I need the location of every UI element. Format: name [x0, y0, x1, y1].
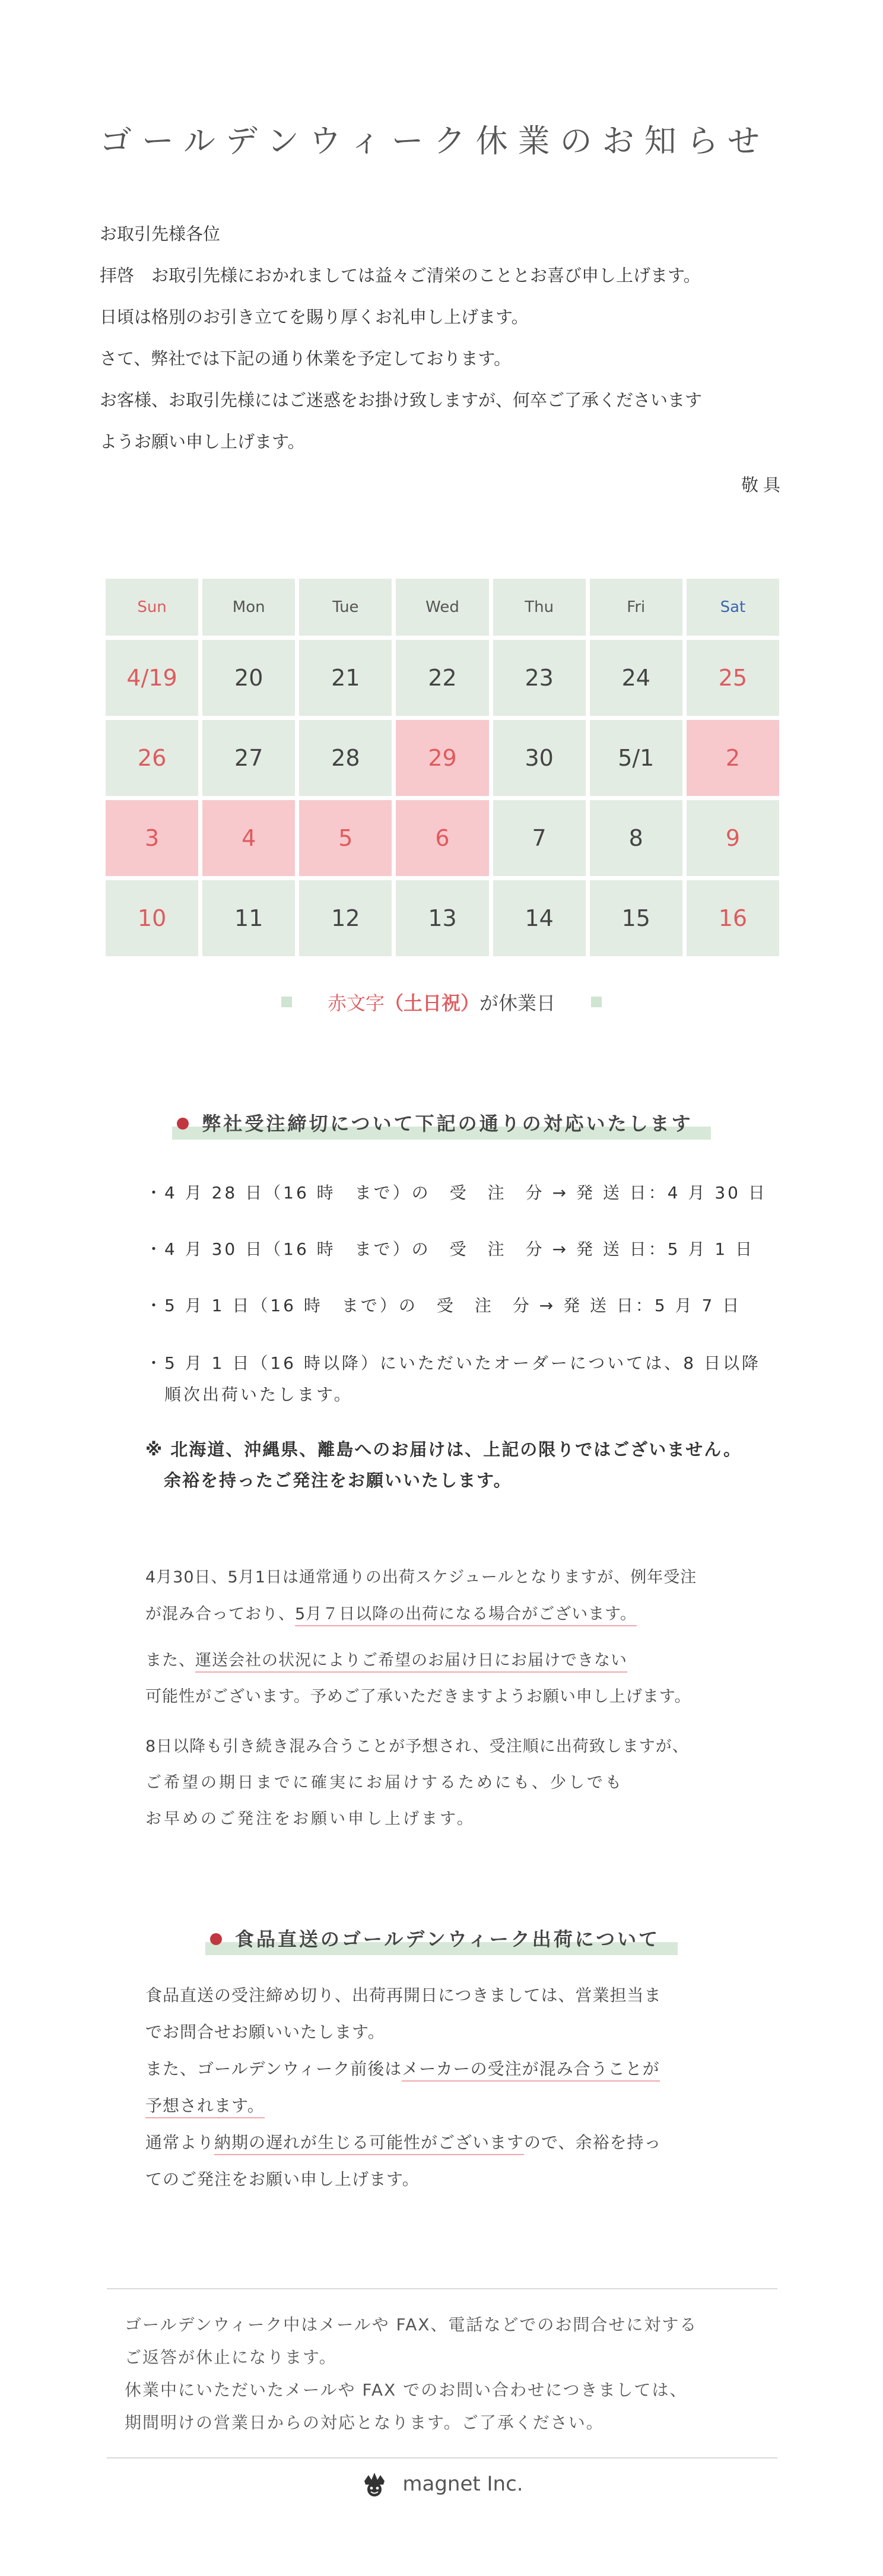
calendar-day: 13	[396, 880, 488, 956]
calendar-day: 8	[590, 800, 682, 876]
section-heading-food: 食品直送のゴールデンウィーク出荷について	[0, 1924, 883, 1952]
underlined-text: 予想されます。	[145, 2096, 265, 2118]
calendar-day: 26	[106, 720, 198, 796]
legend-suffix: が休業日	[479, 992, 556, 1014]
calendar-weekday-header: Sun	[106, 579, 198, 636]
calendar-day: 15	[590, 880, 682, 956]
paragraph-line: お早めのご発注をお願い申し上げます。	[145, 1810, 475, 1828]
paragraph-line: 通常より納期の遅れが生じる可能性がございますので、余裕を持っ	[145, 2130, 661, 2153]
calendar-day: 11	[202, 880, 295, 956]
brand-name: magnet Inc.	[402, 2472, 523, 2496]
paragraph-line: でお問合せお願いいたします。	[145, 2022, 385, 2042]
underlined-text: 5月７日以降の出荷になる場合がございます。	[295, 1605, 637, 1626]
brand-footer	[0, 2469, 883, 2499]
schedule-item: ・4 月 30 日（16 時 まで）の 受 注 分 → 発 送 日：5 月 1 日	[145, 1239, 755, 1259]
greeting-line: 拝啓 お取引先様におかれましては益々ご清栄のこととお喜び申し上げます。	[100, 265, 701, 285]
shipping-note: ※ 北海道、沖縄県、離島へのお届けは、上記の限りではございません。	[145, 1439, 742, 1460]
underlined-text: 納期の遅れが生じる可能性がございます	[214, 2133, 524, 2155]
greeting-line: さて、弊社では下記の通り休業を予定しております。	[100, 348, 512, 369]
section-heading-orders: 弊社受注締切について下記の通りの対応いたします	[0, 1109, 883, 1136]
calendar-weekday-header: Tue	[299, 579, 392, 636]
greeting-line: 日頃は格別のお引き立てを賜り厚くお礼申し上げます。	[100, 307, 529, 327]
calendar-day: 5/1	[590, 720, 682, 796]
paragraph-line: てのご発注をお願い申し上げます。	[145, 2169, 420, 2189]
divider	[107, 2457, 777, 2458]
calendar-day: 9	[687, 800, 779, 876]
calendar-day: 27	[202, 720, 295, 796]
calendar-day: 16	[687, 880, 779, 956]
calendar-day: 22	[396, 640, 488, 716]
crown-logo-icon	[360, 2469, 389, 2499]
paragraph-line: 可能性がございます。予めご了承いただきますようお願い申し上げます。	[145, 1687, 691, 1706]
bullet-dot-icon	[210, 1933, 222, 1945]
calendar-day-holiday: 3	[106, 800, 198, 876]
page-title: ゴールデンウィーク休業のお知らせ	[100, 122, 770, 160]
holiday-calendar	[106, 579, 779, 956]
underlined-text: 運送会社の状況によりご希望のお届け日にお届けできない	[195, 1651, 627, 1673]
calendar-day: 28	[299, 720, 392, 796]
greeting-line: お客様、お取引先様にはご迷惑をお掛け致しますが、何卒ご了承くださいます	[100, 390, 703, 410]
schedule-item: ・5 月 1 日（16 時 まで）の 受 注 分 → 発 送 日：5 月 7 日	[145, 1296, 742, 1315]
schedule-item: ・5 月 1 日（16 時以降）にいただいたオーダーについては、8 日以降	[145, 1353, 761, 1373]
calendar-day: 12	[299, 880, 392, 956]
calendar-day: 4/19	[106, 640, 198, 716]
paragraph-line: また、ゴールデンウィーク前後はメーカーの受注が混み合うことが	[145, 2056, 660, 2080]
calendar-day-holiday: 2	[687, 720, 779, 796]
legend-red-text: 赤文字	[327, 992, 385, 1014]
footer-line: 休業中にいただいたメールや FAX でのお問い合わせにつきましては、	[125, 2380, 688, 2400]
paragraph-line: 食品直送の受注締め切り、出荷再開日につきましては、営業担当ま	[145, 1985, 662, 2005]
legend-square-icon	[281, 997, 292, 1007]
calendar-day: 23	[493, 640, 586, 716]
calendar-weekday-header: Mon	[202, 579, 295, 636]
calendar-weekday-header: Wed	[396, 579, 488, 636]
calendar-legend	[0, 988, 883, 1016]
paragraph-line: が混み合っており、5月７日以降の出荷になる場合がございます。	[145, 1601, 637, 1624]
paragraph-line: 4月30日、5月1日は通常通りの出荷スケジュールとなりますが、例年受注	[145, 1568, 697, 1587]
calendar-day: 21	[299, 640, 392, 716]
calendar-day: 14	[493, 880, 586, 956]
calendar-day-holiday: 29	[396, 720, 488, 796]
paragraph-line	[145, 2093, 265, 2117]
calendar-day: 10	[106, 880, 198, 956]
calendar-day-holiday: 5	[299, 800, 392, 876]
schedule-item: 順次出荷いたします。	[145, 1385, 353, 1404]
calendar-day: 20	[202, 640, 295, 716]
calendar-day-holiday: 4	[202, 800, 295, 876]
closing-keigu: 敬具	[741, 475, 785, 495]
underlined-text: メーカーの受注が混み合うことが	[402, 2059, 659, 2082]
paragraph-line: ご希望の期日までに確実にお届けするためにも、少しでも	[145, 1774, 624, 1792]
calendar-day: 24	[590, 640, 682, 716]
divider	[107, 2288, 777, 2289]
legend-red-bold: （土日祝）	[384, 992, 479, 1014]
greeting-line: お取引先様各位	[100, 224, 221, 244]
schedule-item: ・4 月 28 日（16 時 まで）の 受 注 分 → 発 送 日：4 月 30 日	[145, 1183, 767, 1203]
paragraph-line: また、運送会社の状況によりご希望のお届け日にお届けできない	[145, 1647, 627, 1670]
calendar-weekday-header: Thu	[493, 579, 586, 636]
paragraph-line: 8日以降も引き続き混み合うことが予想され、受注順に出荷致しますが、	[145, 1737, 689, 1756]
calendar-day-holiday: 6	[396, 800, 488, 876]
calendar-weekday-header: Sat	[687, 579, 779, 636]
calendar-day: 25	[687, 640, 779, 716]
footer-line: ゴールデンウィーク中はメールや FAX、電話などでのお問合せに対する	[125, 2315, 698, 2334]
legend-square-icon	[591, 997, 602, 1007]
footer-line: 期間明けの営業日からの対応となります。ご了承ください。	[125, 2413, 604, 2432]
greeting-line: ようお願い申し上げます。	[100, 432, 305, 452]
calendar-day: 7	[493, 800, 586, 876]
shipping-note: 余裕を持ったご発注をお願いいたします。	[145, 1470, 512, 1490]
calendar-weekday-header: Fri	[590, 579, 682, 636]
footer-line: ご返答が休止になります。	[125, 2347, 337, 2367]
calendar-day: 30	[493, 720, 586, 796]
